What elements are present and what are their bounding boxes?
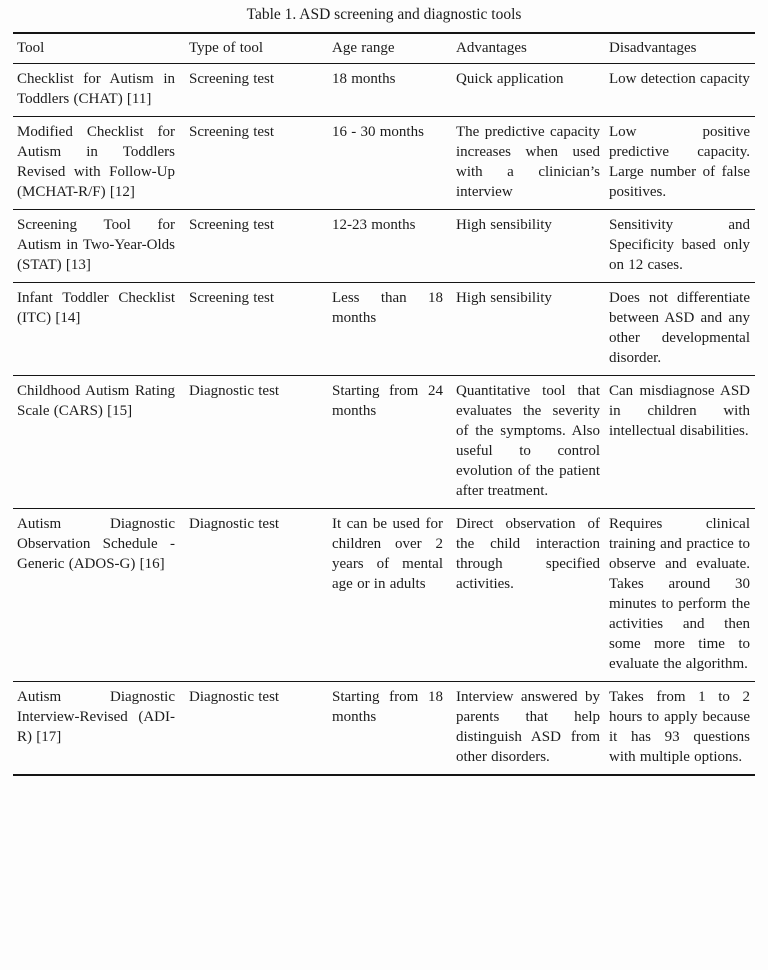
cell-tool: Infant Toddler Checklist (ITC) [14]	[13, 283, 189, 376]
cell-disadvantages: Takes from 1 to 2 hours to apply because it has 93 questions with multiple options.	[609, 682, 755, 776]
table-row	[13, 682, 755, 776]
cell-type: Diagnostic test	[189, 682, 332, 776]
column-header-tool: Tool	[13, 33, 189, 64]
table-row	[13, 509, 755, 682]
cell-advantages: Direct observation of the child interaction through specified activities.	[456, 509, 609, 682]
cell-disadvantages: Low detection capacity	[609, 64, 755, 117]
cell-type: Screening test	[189, 117, 332, 210]
cell-disadvantages: Sensitivity and Specificity based only on 12 cases.	[609, 210, 755, 283]
cell-tool: Autism Diagnostic Interview-Revised (ADI-R) [17]	[13, 682, 189, 776]
cell-advantages: The predictive capacity increases when used with a clinician’s interview	[456, 117, 609, 210]
cell-disadvantages: Does not differentiate between ASD and any other developmental disorder.	[609, 283, 755, 376]
cell-type: Diagnostic test	[189, 376, 332, 509]
cell-tool: Screening Tool for Autism in Two-Year-Olds (STAT) [13]	[13, 210, 189, 283]
cell-advantages: High sensibility	[456, 283, 609, 376]
table-body	[13, 64, 755, 776]
column-header-age-range: Age range	[332, 33, 456, 64]
cell-age: Less than 18 months	[332, 283, 456, 376]
header-row	[13, 33, 755, 64]
asd-tools-table	[13, 32, 755, 776]
cell-type: Screening test	[189, 64, 332, 117]
table-caption: Table 1. ASD screening and diagnostic tools	[246, 6, 522, 23]
cell-advantages: Interview answered by parents that help distinguish ASD from other disorders.	[456, 682, 609, 776]
cell-age: 12-23 months	[332, 210, 456, 283]
cell-age: Starting from 24 months	[332, 376, 456, 509]
table-row	[13, 210, 755, 283]
cell-age: 16 - 30 months	[332, 117, 456, 210]
cell-age: It can be used for children over 2 years of mental age or in adults	[332, 509, 456, 682]
column-header-type: Type of tool	[189, 33, 332, 64]
cell-age: 18 months	[332, 64, 456, 117]
cell-advantages: Quantitative tool that evaluates the severity of the symptoms. Also useful to control evolution of the patient after treatment.	[456, 376, 609, 509]
column-header-advantages: Advantages	[456, 33, 609, 64]
cell-age: Starting from 18 months	[332, 682, 456, 776]
cell-tool: Autism Diagnostic Observation Schedule - Generic (ADOS-G) [16]	[13, 509, 189, 682]
cell-disadvantages: Requires clinical training and practice to observe and evaluate. Takes around 30 minutes to perform the activities and then some more time to evaluate the algorithm.	[609, 509, 755, 682]
table-row	[13, 117, 755, 210]
table-row	[13, 283, 755, 376]
table-row	[13, 64, 755, 117]
cell-advantages: Quick application	[456, 64, 609, 117]
column-header-disadvantages: Disadvantages	[609, 33, 755, 64]
cell-type: Screening test	[189, 210, 332, 283]
cell-tool: Checklist for Autism in Toddlers (CHAT) [11]	[13, 64, 189, 117]
cell-type: Screening test	[189, 283, 332, 376]
cell-type: Diagnostic test	[189, 509, 332, 682]
cell-disadvantages: Can misdiagnose ASD in children with intellectual disabilities.	[609, 376, 755, 509]
cell-disadvantages: Low positive predictive capacity. Large number of false positives.	[609, 117, 755, 210]
cell-advantages: High sensibility	[456, 210, 609, 283]
table-row	[13, 376, 755, 509]
table-head	[13, 33, 755, 64]
cell-tool: Childhood Autism Rating Scale (CARS) [15]	[13, 376, 189, 509]
cell-tool: Modified Checklist for Autism in Toddlers Revised with Follow-Up (MCHAT-R/F) [12]	[13, 117, 189, 210]
